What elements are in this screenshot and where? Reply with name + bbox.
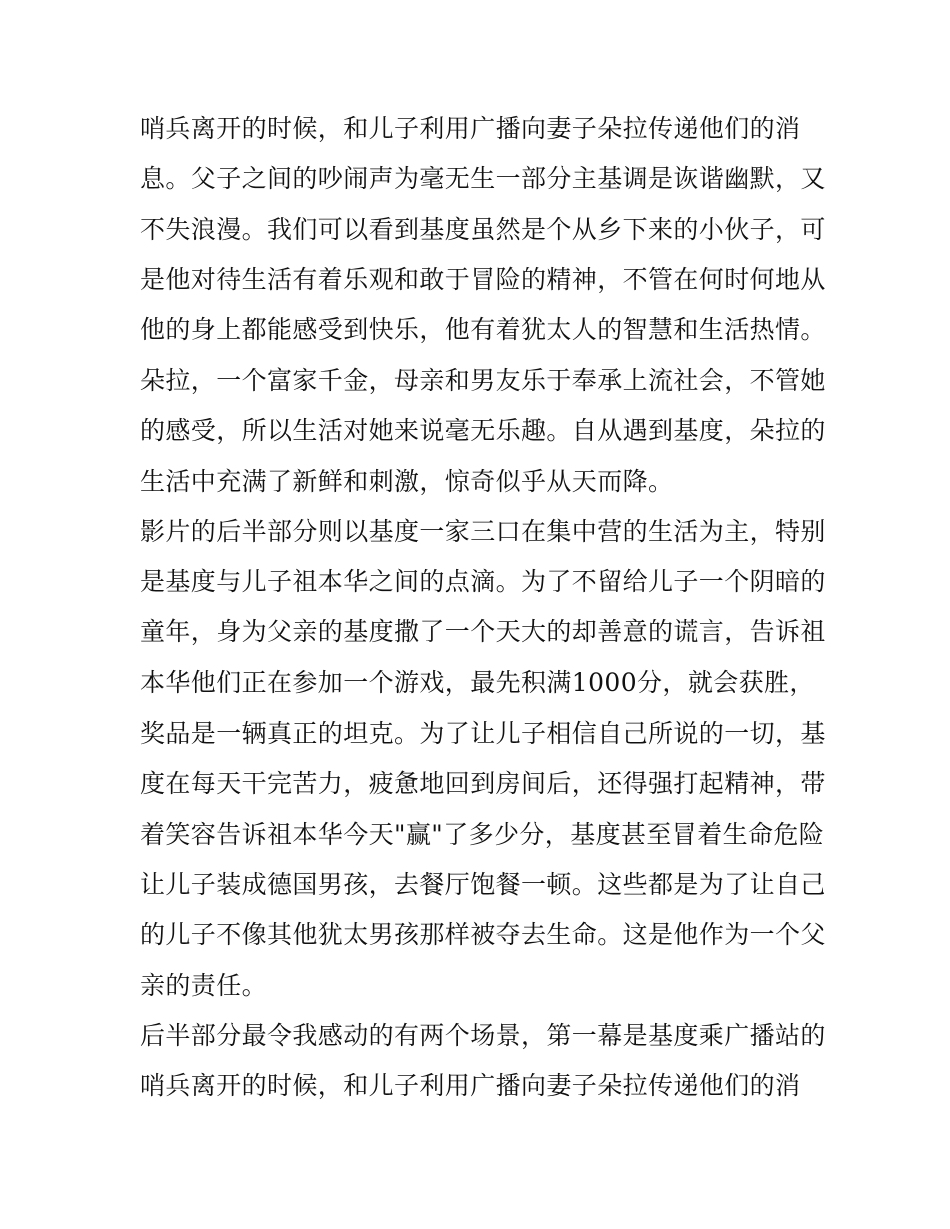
text-line: 奖品是一辆真正的坦克。为了让儿子相信自己所说的一切，基 [140,719,826,748]
text-line: 度在每天干完苦力，疲惫地回到房间后，还得强打起精神，带 [140,769,826,798]
text-line: 是他对待生活有着乐观和敢于冒险的精神，不管在何时何地从 [140,265,826,294]
text-line: 哨兵离开的时候，和儿子利用广播向妻子朵拉传递他们的消 [140,1071,801,1100]
text-line: 童年，身为父亲的基度撒了一个天大的却善意的谎言，告诉祖 [140,617,826,646]
text-line: 是基度与儿子祖本华之间的点滴。为了不留给儿子一个阴暗的 [140,567,826,596]
text-line: 息。父子之间的吵闹声为毫无生一部分主基调是诙谐幽默，又 [140,164,826,193]
text-line: 朵拉，一个富家千金，母亲和男友乐于奉承上流社会，不管她 [140,366,826,395]
text-line: 让儿子装成德国男孩，去餐厅饱餐一顿。这些都是为了让自己 [140,870,826,899]
text-line: 哨兵离开的时候，和儿子利用广播向妻子朵拉传递他们的消 [140,114,801,143]
text-line: 着笑容告诉祖本华今天"赢"了多少分，基度甚至冒着生命危险 [140,820,825,849]
text-line: 生活中充满了新鲜和刺激，惊奇似乎从天而降。 [140,467,674,496]
text-line: 本华他们正在参加一个游戏，最先积满1000分，就会获胜， [140,668,815,697]
text-line: 他的身上都能感受到快乐，他有着犹太人的智慧和生活热情。 [140,315,826,344]
text-line: 不失浪漫。我们可以看到基度虽然是个从乡下来的小伙子，可 [140,215,826,244]
text-line: 的儿子不像其他犹太男孩那样被夺去生命。这是他作为一个父 [140,920,826,949]
text-line: 的感受，所以生活对她来说毫无乐趣。自从遇到基度，朵拉的 [140,416,826,445]
text-line: 亲的责任。 [140,971,268,1000]
text-line: 影片的后半部分则以基度一家三口在集中营的生活为主，特别 [140,517,826,546]
text-line: 后半部分最令我感动的有两个场景，第一幕是基度乘广播站的 [140,1021,826,1050]
